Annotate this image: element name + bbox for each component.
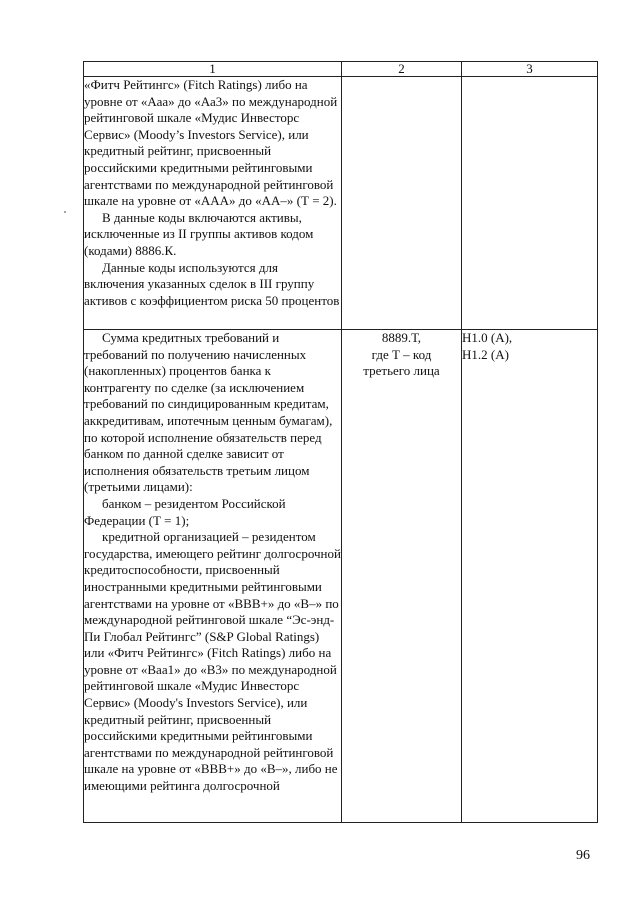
cell-indicator (462, 330, 598, 823)
paragraph: Данные коды используются для включения указанных сделок в III группу активов с коэффициентом риска 50 процентов (84, 259, 340, 308)
column-header-3: 3 (462, 62, 598, 77)
code-line: третьего лица (363, 363, 440, 379)
cell-code (342, 330, 462, 823)
column-header-1: 1 (84, 62, 342, 77)
document-table (83, 61, 598, 823)
paragraph: банком – резидентом Российской Федерации (Т = 1); (84, 495, 286, 528)
table-row (84, 330, 598, 823)
paragraph: В данные коды включаются активы, исключенные из II группы активов кодом (кодами) 8886.К. (84, 209, 314, 258)
cell-indicator (462, 77, 598, 330)
table-row (84, 77, 598, 330)
paragraph: Сумма кредитных требований и требований по получению начисленных (накопленных) процентов банка к контрагенту по сделке (за исключением требований по синдицированным кредитам, аккредитивам, ипотечным ценным бумагам), по которой исполнение обязательств перед банком по данной сделке зависит от исполнения обязательств третьим лицом (третьими лицами): (84, 330, 333, 495)
indicator-line: Н1.0 (А), (462, 330, 513, 345)
paragraph: кредитной организацией – резидентом государства, имеющего рейтинг долгосрочной кредитоспособности, присвоенный иностранными кредитными рейтинговыми агентствами на уровне от «ВВВ+» до «В–» по международной рейтинговой шкале “Эс-энд-Пи Глобал Рейтингс” (S&P Global Ratings) или «Фитч Рейтингс» (Fitch Ratings) либо на уровне от «Ваа1» до «В3» по международной рейтинговой шкале «Мудис Инвесторс Сервис» (Moody's Investors Service), или кредитный рейтинг, присвоенный российскими кредитными рейтинговыми агентствами по международной рейтинговой шкале на уровне от «ВВВ+» до «В–», либо не имеющими рейтинга долгосрочной (84, 529, 341, 794)
code-line: где Т – код (371, 346, 432, 362)
scan-speck (64, 211, 66, 213)
page-number: 96 (576, 848, 590, 863)
cell-code (342, 77, 462, 330)
indicator-line: Н1.2 (А) (462, 346, 509, 362)
paragraph: «Фитч Рейтингс» (Fitch Ratings) либо на уровне от «Ааа» до «Аа3» по международной рейтинговой шкале «Мудис Инвесторс Сервис» (Moody’s Investors Service), или кредитный рейтинг, присвоенный российскими кредитными рейтинговыми агентствами по международной рейтинговой шкале на уровне от «ААА» до «АА–» (Т = 2). (84, 77, 338, 209)
cell-description (84, 77, 342, 330)
table-header-row (84, 62, 598, 77)
cell-description (84, 330, 342, 823)
code-line: 8889.Т, (381, 330, 422, 345)
column-header-2: 2 (342, 62, 462, 77)
